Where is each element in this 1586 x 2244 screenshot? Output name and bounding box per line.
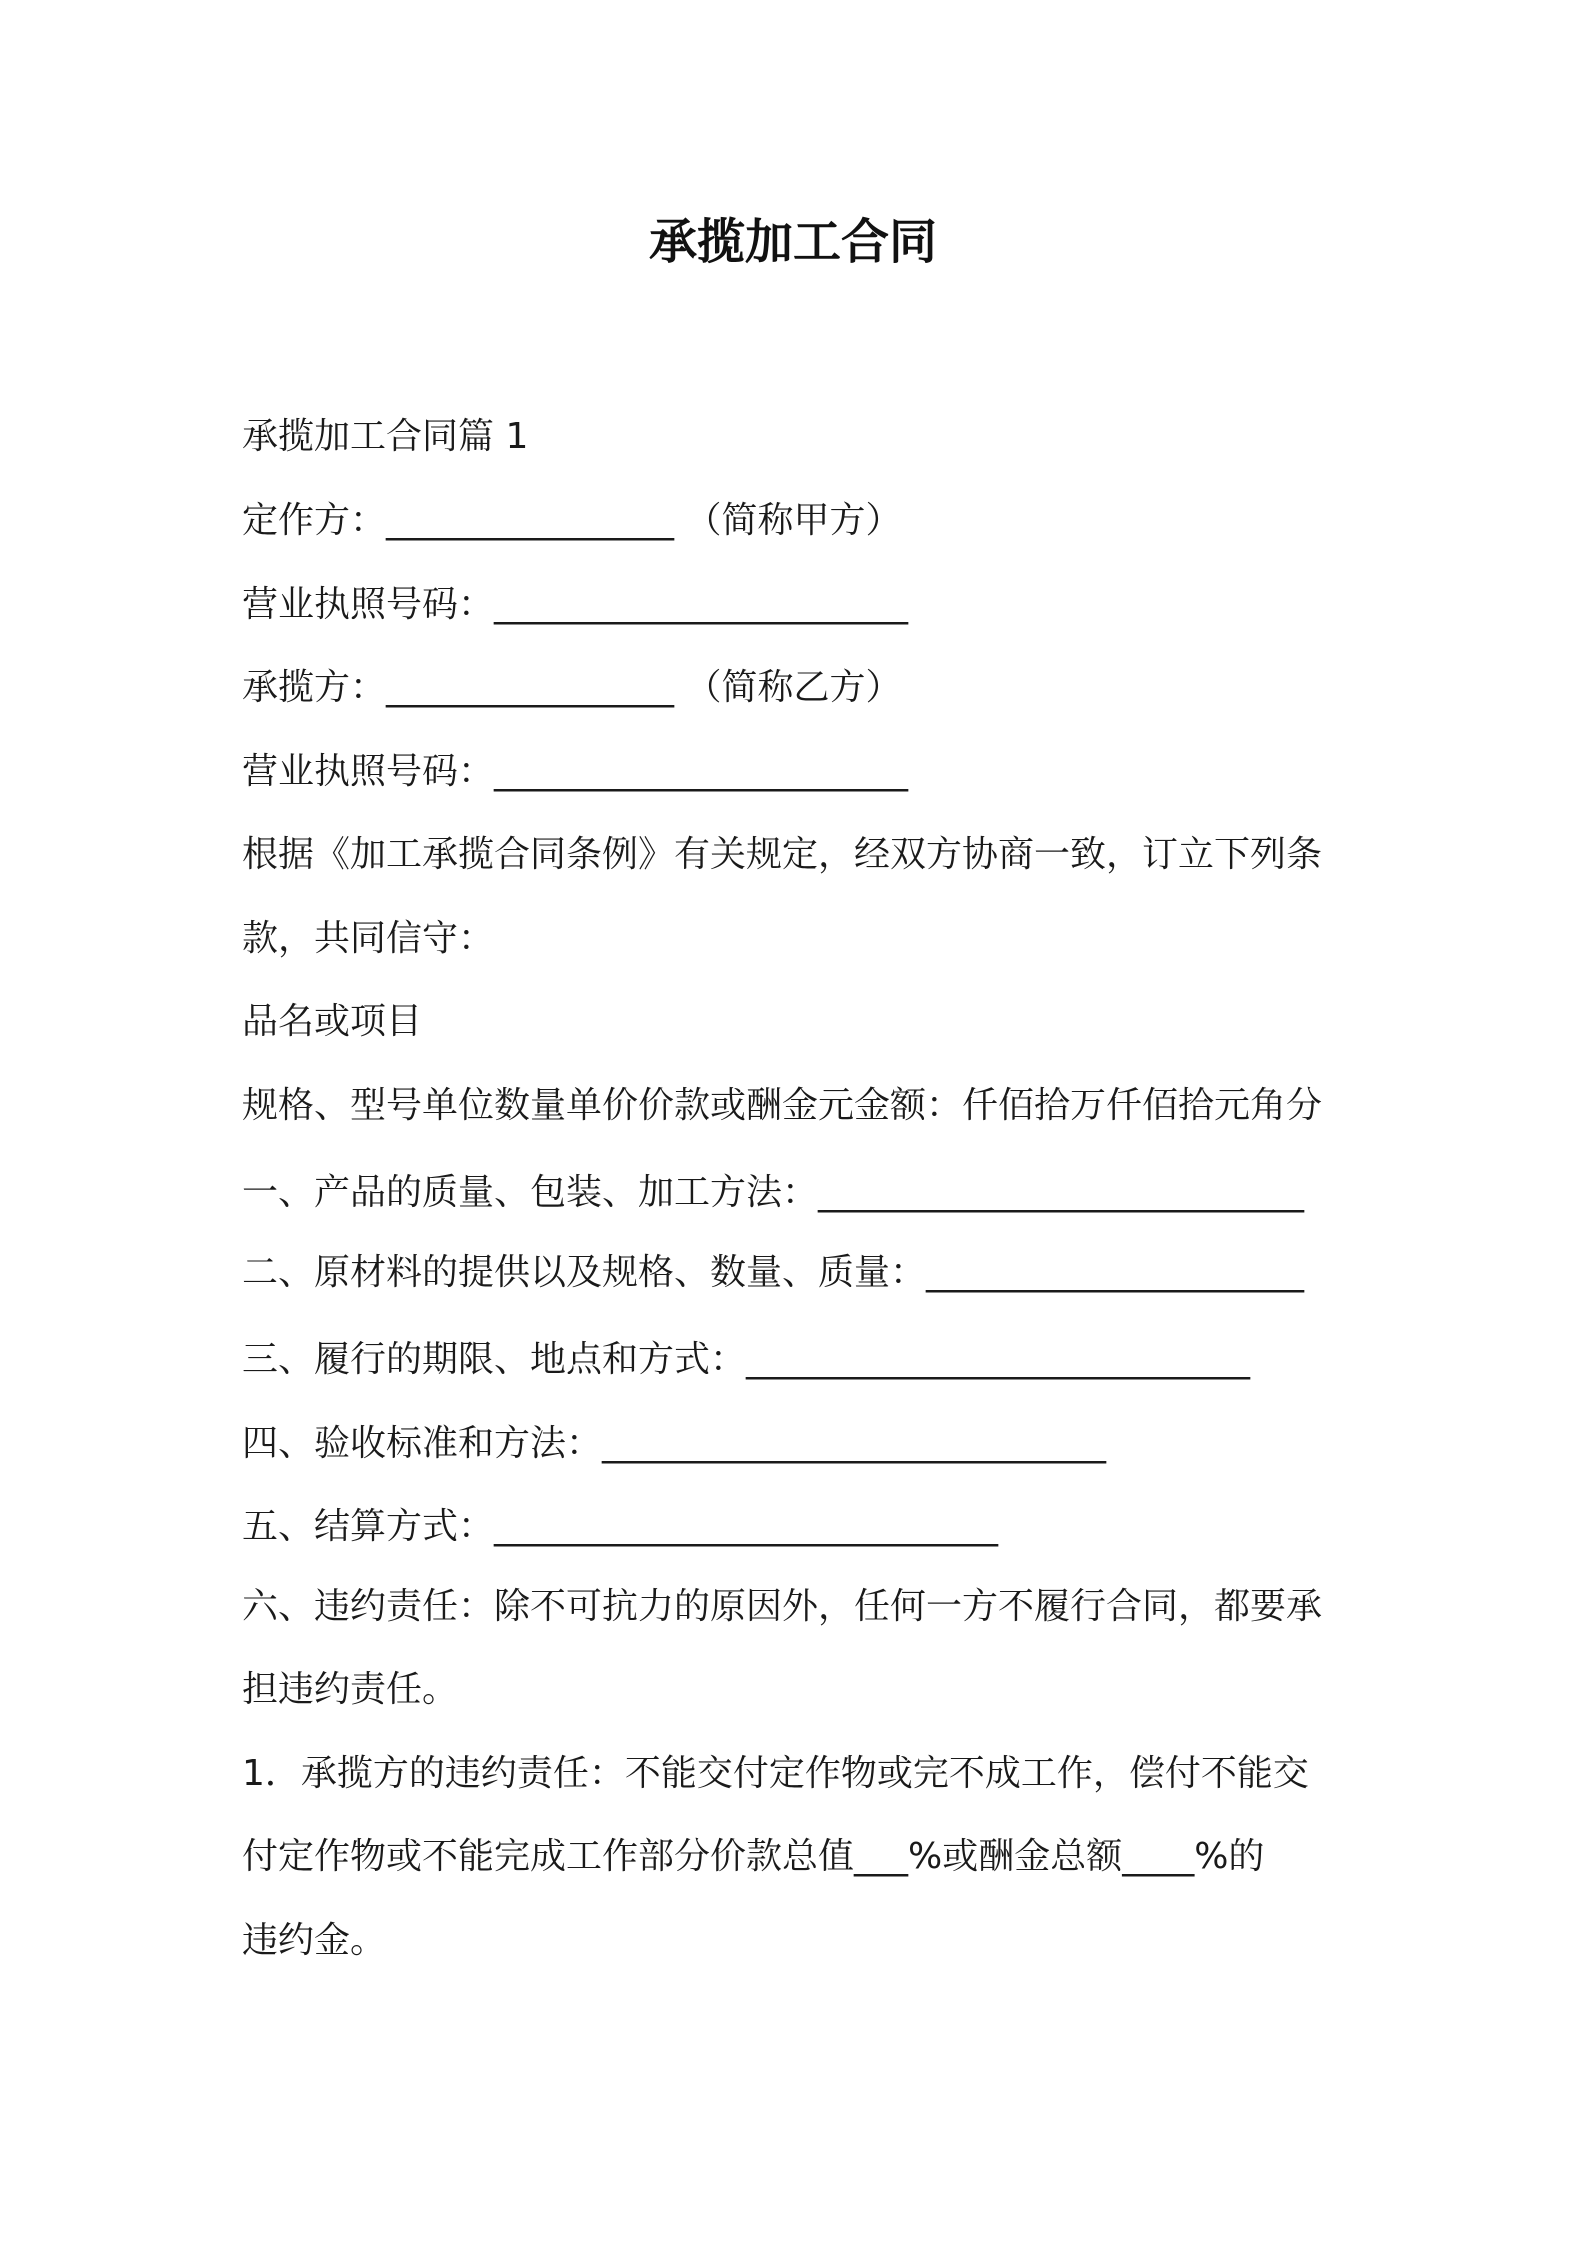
contractor-line: 承揽方：________________ （简称乙方） — [242, 667, 902, 708]
preamble-line-2: 款，共同信守： — [242, 918, 495, 959]
sub-clause-1-line-2: 付定作物或不能完成工作部分价款总值___%或酬金总额____%的 — [242, 1836, 1265, 1877]
sub-clause-1-line-3: 违约金。 — [242, 1920, 387, 1961]
specification-line: 规格、型号单位数量单价价款或酬金元金额：仟佰拾万仟佰拾元角分 — [242, 1085, 1323, 1126]
item-name-line: 品名或项目 — [242, 1001, 423, 1042]
clause-5-line: 五、结算方式：____________________________ — [242, 1506, 999, 1547]
clause-1-line: 一、产品的质量、包装、加工方法：___________________________ — [242, 1172, 1305, 1213]
business-license-line-a: 营业执照号码：_______________________ — [242, 584, 909, 625]
preamble-line-1: 根据《加工承揽合同条例》有关规定，经双方协商一致，订立下列条 — [242, 834, 1323, 875]
document-title: 承揽加工合同 — [648, 214, 937, 270]
clause-2-line: 二、原材料的提供以及规格、数量、质量：_____________________ — [242, 1252, 1305, 1293]
clause-3-line: 三、履行的期限、地点和方式：____________________________ — [242, 1339, 1251, 1380]
section-heading: 承揽加工合同篇 1 — [242, 416, 529, 457]
clause-4-line: 四、验收标准和方法：____________________________ — [242, 1423, 1107, 1464]
business-license-line-b: 营业执照号码：_______________________ — [242, 751, 909, 792]
clause-6-line-2: 担违约责任。 — [242, 1669, 459, 1710]
ordering-party-line: 定作方：________________ （简称甲方） — [242, 500, 902, 541]
sub-clause-1-line-1: 1．承揽方的违约责任：不能交付定作物或完不成工作，偿付不能交 — [242, 1753, 1309, 1794]
clause-6-line-1: 六、违约责任：除不可抗力的原因外，任何一方不履行合同，都要承 — [242, 1586, 1323, 1627]
